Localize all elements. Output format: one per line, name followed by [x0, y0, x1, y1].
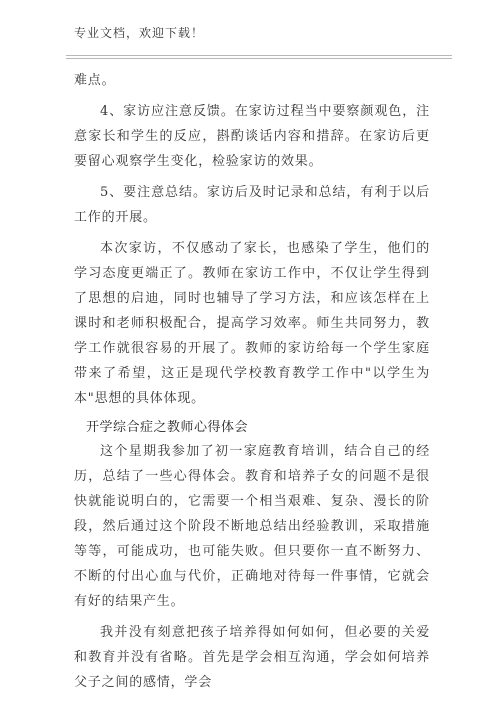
paragraph-item-5: 5、要注意总结。家访后及时记录和总结，有利于以后工作的开展。: [74, 185, 430, 225]
document-body: [74, 68, 430, 701]
paragraph-item-4: 4、家访应注意反馈。在家访过程当中要察颜观色，注意家长和学生的反应，斟酌谈话内容和措辞。在家访后更要留心观察学生变化，检验家访的效果。: [74, 104, 430, 169]
page-header: 专业文档，欢迎下载！: [74, 26, 205, 40]
section-title: 开学综合症之教师心得体会: [86, 420, 249, 435]
paragraph-intro: 这个星期我参加了初一家庭教育培训，结合自己的经历，总结了一些心得体会。教育和培养子女的问题不是很快就能说明白的，它需要一个相当艰难、复杂、漫长的阶段，然后通过这个阶段不断地总结出经验教训，采取措施等等，可能成功，也可能失败。但只要你一直不断努力、不断的付出心血与代价，正确地对待每一件事情，它就会有好的结果产生。: [74, 444, 430, 609]
paragraph-experience: 我并没有刻意把孩子培养得如何如何，但必要的关爱和教育并没有省略。首先是学会相互沟通，学会如何培养父子之间的感情，学会: [74, 625, 430, 690]
header-divider-top: [66, 55, 452, 56]
paragraph-summary: 本次家访，不仅感动了家长，也感染了学生，他们的学习态度更端正了。教师在家访工作中，不仅让学生得到了思想的启迪，同时也辅导了学习方法，和应该怎样在上课时和老师积极配合，提高学习效率。师生共同努力，教学工作就很容易的开展了。教师的家访给每一个学生家庭带来了希望，这正是现代学校教育教学工作中"以学生为本"思想的具体体现。: [74, 241, 430, 406]
header-divider-bottom: [66, 58, 452, 59]
paragraph-continuation: 难点。: [74, 73, 116, 88]
